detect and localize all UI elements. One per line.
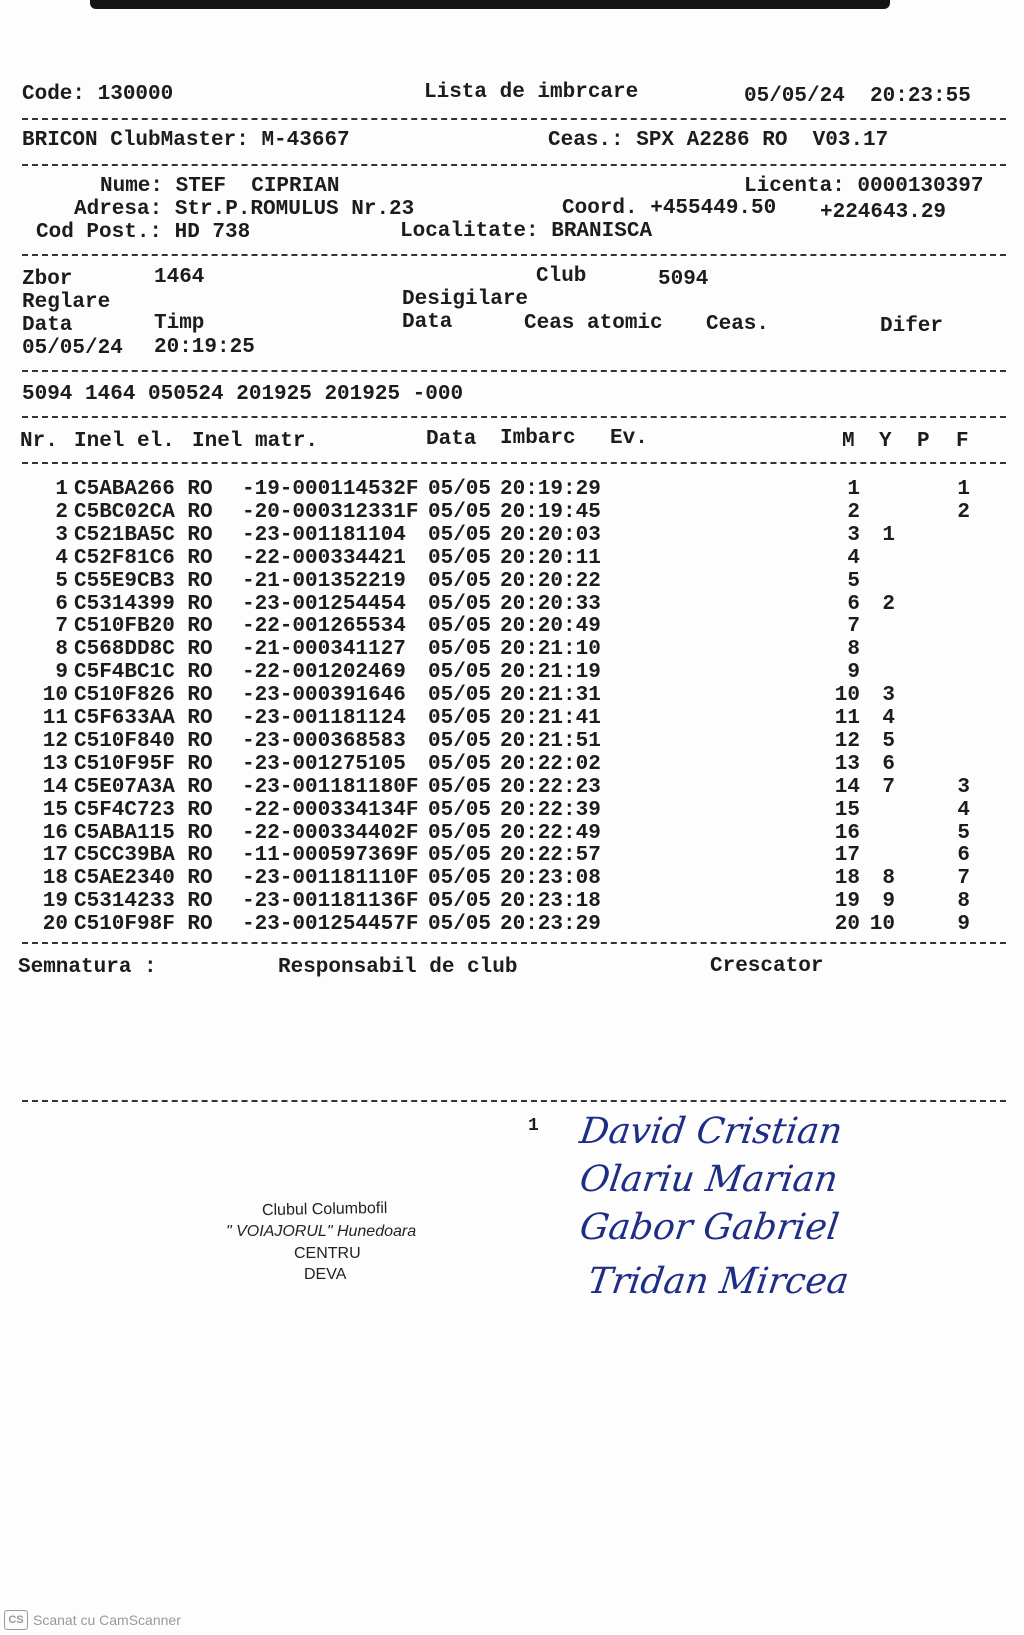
- row-nr: 11: [42, 707, 68, 730]
- row-nr: 3: [55, 523, 68, 547]
- table-row: [0, 548, 1024, 571]
- desigilare-label: Desigilare: [402, 288, 529, 311]
- row-m: 17: [834, 844, 860, 868]
- row-date: 05/05: [428, 775, 492, 799]
- row-nr: 2: [55, 500, 68, 524]
- row-y: 10: [869, 913, 895, 937]
- row-inel-matr: -23-001181180F: [242, 775, 419, 799]
- row-inel-el: C5AE2340 RO: [74, 867, 213, 891]
- row-inel-matr: -23-000368583: [242, 729, 406, 753]
- row-time: 20:20:03: [500, 523, 601, 547]
- camscanner-text: Scanat cu CamScanner: [33, 1612, 181, 1628]
- col-inel-matr: Inel matr.: [192, 430, 319, 453]
- row-date: 05/05: [428, 592, 492, 616]
- row-m: 20: [834, 913, 860, 937]
- row-inel-el: C510F826 RO: [74, 684, 213, 708]
- table-row: [0, 914, 1024, 937]
- row-f: 9: [957, 913, 970, 937]
- row-date: 05/05: [428, 638, 492, 662]
- page-number: 1: [528, 1116, 539, 1136]
- row-inel-el: C55E9CB3 RO: [74, 569, 213, 593]
- row-inel-el: C510F95F RO: [74, 752, 213, 776]
- row-m: 14: [834, 775, 860, 799]
- difer-label: Difer: [880, 315, 944, 338]
- row-time: 20:21:10: [500, 638, 601, 662]
- row-inel-el: C510F98F RO: [74, 913, 213, 937]
- row-inel-el: C5ABA266 RO: [74, 478, 213, 501]
- row-time: 20:22:39: [500, 798, 601, 822]
- row-m: 18: [834, 867, 860, 891]
- row-inel-el: C5E07A3A RO: [74, 775, 213, 799]
- row-time: 20:23:29: [500, 913, 601, 937]
- row-time: 20:21:41: [500, 707, 601, 730]
- row-m: 10: [834, 684, 860, 708]
- row-nr: 9: [55, 661, 68, 685]
- row-inel-matr: -23-001181104: [242, 523, 406, 547]
- row-inel-el: C510F840 RO: [74, 729, 213, 753]
- table-row: [0, 639, 1024, 662]
- row-nr: 15: [42, 798, 68, 822]
- row-m: 19: [834, 890, 860, 914]
- row-nr: 14: [42, 775, 68, 799]
- col-data: Data: [426, 428, 477, 451]
- table-row: [0, 708, 1024, 731]
- row-inel-matr: -23-001275105: [242, 752, 406, 776]
- row-f: 2: [957, 500, 970, 524]
- row-m: 7: [847, 615, 860, 639]
- row-m: 6: [847, 592, 860, 616]
- row-inel-matr: -22-000334402F: [242, 821, 419, 845]
- col-m: M: [842, 430, 855, 453]
- row-inel-matr: -19-000114532F: [242, 478, 419, 501]
- row-y: 8: [882, 867, 895, 891]
- scan-top-edge: [90, 0, 890, 9]
- club-stamp-line2: " VOIAJORUL" Hunedoara: [226, 1223, 417, 1240]
- row-m: 5: [847, 569, 860, 593]
- row-date: 05/05: [428, 546, 492, 570]
- row-inel-el: C521BA5C RO: [74, 523, 213, 547]
- row-date: 05/05: [428, 478, 492, 501]
- row-nr: 8: [55, 638, 68, 662]
- row-time: 20:19:45: [500, 500, 601, 524]
- col-nr: Nr.: [20, 430, 58, 453]
- separator: [22, 942, 1006, 944]
- row-date: 05/05: [428, 615, 492, 639]
- row-time: 20:20:11: [500, 546, 601, 570]
- row-f: 6: [957, 844, 970, 868]
- signature-4: Tridan Mircea: [585, 1261, 852, 1302]
- row-m: 13: [834, 752, 860, 776]
- row-date: 05/05: [428, 729, 492, 753]
- table-row: [0, 777, 1024, 800]
- table-row: [0, 662, 1024, 685]
- camscanner-watermark: [4, 1610, 181, 1630]
- ceas-label: Ceas.: SPX A2286 RO V03.17: [548, 129, 889, 152]
- row-y: 3: [882, 684, 895, 708]
- row-inel-matr: -23-001181124: [242, 707, 406, 730]
- row-date: 05/05: [428, 569, 492, 593]
- row-nr: 20: [42, 913, 68, 937]
- row-date: 05/05: [428, 707, 492, 730]
- row-y: 2: [882, 592, 895, 616]
- row-inel-matr: -21-000341127: [242, 638, 406, 662]
- camscanner-icon: CS: [4, 1610, 28, 1630]
- row-inel-matr: -11-000597369F: [242, 844, 419, 868]
- row-nr: 17: [42, 844, 68, 868]
- separator: [22, 370, 1006, 372]
- owner-name: Nume: STEF CIPRIAN: [100, 175, 340, 198]
- data-label: Data: [22, 314, 73, 337]
- row-time: 20:21:31: [500, 684, 601, 708]
- table-row: [0, 868, 1024, 891]
- separator: [22, 416, 1006, 418]
- reglare-date: 05/05/24: [22, 337, 123, 360]
- club-stamp-line3: CENTRU: [294, 1245, 361, 1262]
- separator: [22, 1100, 1006, 1102]
- row-m: 2: [847, 500, 860, 524]
- row-nr: 5: [55, 569, 68, 593]
- table-row: [0, 525, 1024, 548]
- row-date: 05/05: [428, 844, 492, 868]
- club-label: Club: [536, 265, 587, 288]
- table-row: [0, 823, 1024, 846]
- row-inel-matr: -21-001352219: [242, 569, 406, 593]
- table-row: [0, 845, 1024, 868]
- table-row: [0, 571, 1024, 594]
- row-inel-el: C5F4C723 RO: [74, 798, 213, 822]
- crescator-label: Crescator: [710, 955, 824, 978]
- row-inel-matr: -22-000334421: [242, 546, 406, 570]
- document-title: Lista de imbrcare: [424, 81, 639, 104]
- row-inel-el: C568DD8C RO: [74, 638, 213, 662]
- ceas-atomic-label: Ceas atomic: [524, 312, 663, 335]
- row-date: 05/05: [428, 523, 492, 547]
- col-y: Y: [879, 430, 892, 453]
- row-inel-matr: -23-001254454: [242, 592, 406, 616]
- row-inel-matr: -23-001181136F: [242, 890, 419, 914]
- flight-code-line: 5094 1464 050524 201925 201925 -000: [22, 383, 464, 406]
- row-f: 3: [957, 775, 970, 799]
- row-m: 4: [847, 546, 860, 570]
- row-m: 8: [847, 638, 860, 662]
- row-time: 20:22:49: [500, 821, 601, 845]
- col-ev: Ev.: [610, 427, 648, 450]
- row-date: 05/05: [428, 867, 492, 891]
- row-m: 9: [847, 661, 860, 685]
- row-f: 1: [957, 478, 970, 501]
- row-nr: 10: [42, 684, 68, 708]
- row-inel-el: C5F633AA RO: [74, 707, 213, 730]
- responsabil-label: Responsabil de club: [278, 956, 518, 979]
- row-f: 7: [957, 867, 970, 891]
- row-nr: 1: [55, 478, 68, 501]
- timp-label: Timp: [154, 312, 205, 335]
- row-time: 20:23:18: [500, 890, 601, 914]
- col-p: P: [917, 430, 930, 453]
- flight-number: 1464: [154, 266, 205, 289]
- row-f: 8: [957, 890, 970, 914]
- row-time: 20:21:19: [500, 661, 601, 685]
- row-date: 05/05: [428, 500, 492, 524]
- row-inel-el: C5ABA115 RO: [74, 821, 213, 845]
- table-row: [0, 891, 1024, 914]
- row-date: 05/05: [428, 752, 492, 776]
- row-inel-el: C5BC02CA RO: [74, 500, 213, 524]
- row-y: 9: [882, 890, 895, 914]
- flight-label: Zbor: [22, 268, 73, 291]
- row-nr: 7: [55, 615, 68, 639]
- data-label-2: Data: [402, 311, 453, 334]
- locality: Localitate: BRANISCA: [400, 220, 653, 243]
- print-datetime: 05/05/24 20:23:55: [744, 85, 971, 108]
- separator: [22, 164, 1006, 166]
- club-number: 5094: [658, 268, 709, 291]
- row-m: 1: [847, 478, 860, 501]
- row-date: 05/05: [428, 890, 492, 914]
- row-inel-el: C5CC39BA RO: [74, 844, 213, 868]
- table-row: [0, 731, 1024, 754]
- postal-code: Cod Post.: HD 738: [36, 221, 251, 244]
- row-y: 5: [882, 729, 895, 753]
- row-nr: 6: [55, 592, 68, 616]
- reglare-label: Reglare: [22, 291, 111, 314]
- row-inel-matr: -23-000391646: [242, 684, 406, 708]
- row-inel-el: C5F4BC1C RO: [74, 661, 213, 685]
- separator: [22, 462, 1006, 464]
- table-row: [0, 616, 1024, 639]
- table-row: [0, 479, 1024, 502]
- table-row: [0, 502, 1024, 525]
- row-time: 20:20:22: [500, 569, 601, 593]
- row-nr: 18: [42, 867, 68, 891]
- coord-latitude: Coord. +455449.50: [562, 197, 777, 220]
- table-row: [0, 800, 1024, 823]
- col-f: F: [956, 430, 969, 453]
- col-imbarc: Imbarc: [500, 427, 576, 450]
- row-nr: 12: [42, 729, 68, 753]
- row-inel-el: C5314233 RO: [74, 890, 213, 914]
- ceas-col-label: Ceas.: [706, 313, 770, 336]
- club-stamp-line4: DEVA: [304, 1266, 347, 1283]
- row-nr: 19: [42, 890, 68, 914]
- row-nr: 16: [42, 821, 68, 845]
- row-m: 16: [834, 821, 860, 845]
- row-inel-el: C5314399 RO: [74, 592, 213, 616]
- clubmaster-label: BRICON ClubMaster: M-43667: [22, 129, 350, 152]
- signature-3: Gabor Gabriel: [577, 1207, 842, 1248]
- reglare-time: 20:19:25: [154, 336, 255, 359]
- row-m: 3: [847, 523, 860, 547]
- row-f: 4: [957, 798, 970, 822]
- signature-1: David Cristian: [577, 1111, 845, 1152]
- row-inel-matr: -22-001265534: [242, 615, 406, 639]
- table-row: [0, 594, 1024, 617]
- row-time: 20:22:23: [500, 775, 601, 799]
- table-row: [0, 685, 1024, 708]
- row-time: 20:22:02: [500, 752, 601, 776]
- row-inel-matr: -22-001202469: [242, 661, 406, 685]
- row-inel-matr: -23-001254457F: [242, 913, 419, 937]
- coord-longitude: +224643.29: [820, 201, 947, 224]
- row-time: 20:20:33: [500, 592, 601, 616]
- row-y: 4: [882, 707, 895, 730]
- separator: [22, 118, 1006, 120]
- row-date: 05/05: [428, 798, 492, 822]
- row-inel-el: C510FB20 RO: [74, 615, 213, 639]
- club-stamp-line1: Clubul Columbofil: [261, 1199, 388, 1220]
- semnatura-label: Semnatura :: [18, 956, 157, 979]
- row-nr: 13: [42, 752, 68, 776]
- row-m: 15: [834, 798, 860, 822]
- row-time: 20:20:49: [500, 615, 601, 639]
- row-date: 05/05: [428, 913, 492, 937]
- row-nr: 4: [55, 546, 68, 570]
- row-inel-el: C52F81C6 RO: [74, 546, 213, 570]
- owner-address: Adresa: Str.P.ROMULUS Nr.23: [74, 198, 415, 221]
- row-date: 05/05: [428, 684, 492, 708]
- row-date: 05/05: [428, 821, 492, 845]
- row-y: 6: [882, 752, 895, 776]
- row-date: 05/05: [428, 661, 492, 685]
- row-y: 7: [882, 775, 895, 799]
- row-time: 20:19:29: [500, 478, 601, 501]
- licence-number: Licenta: 0000130397: [744, 175, 984, 198]
- row-time: 20:22:57: [500, 844, 601, 868]
- row-f: 5: [957, 821, 970, 845]
- col-inel-el: Inel el.: [74, 430, 175, 453]
- separator: [22, 254, 1006, 256]
- row-y: 1: [882, 523, 895, 547]
- signature-2: Olariu Marian: [577, 1159, 841, 1200]
- row-m: 12: [834, 729, 860, 753]
- row-inel-matr: -23-001181110F: [242, 867, 419, 891]
- row-time: 20:23:08: [500, 867, 601, 891]
- row-time: 20:21:51: [500, 729, 601, 753]
- row-inel-matr: -22-000334134F: [242, 798, 419, 822]
- table-row: [0, 754, 1024, 777]
- row-inel-matr: -20-000312331F: [242, 500, 419, 524]
- code-label: Code: 130000: [22, 83, 174, 106]
- row-m: 11: [834, 707, 860, 730]
